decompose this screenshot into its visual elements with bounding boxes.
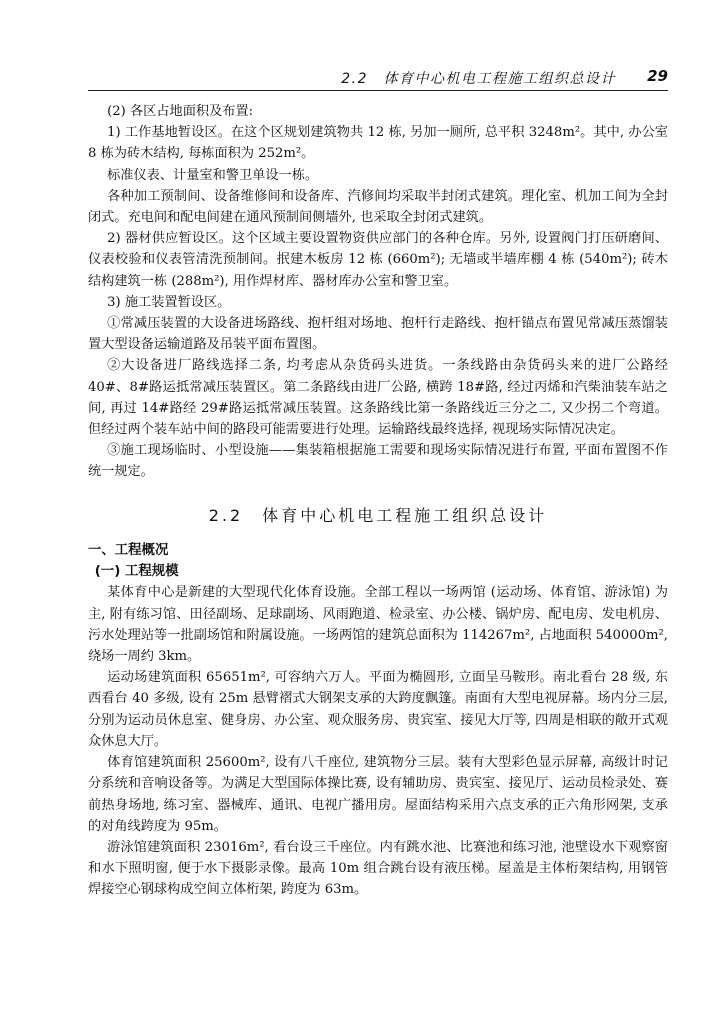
paragraph: ②大设备进厂路线选择二条, 均考虑从杂货码头进货。一条线路由杂货码头来的进厂公路经 40#、8#路运抵常减压装置区。第二条路线由进厂公路, 横跨 18#路, 经过丙烯和汽柴油装车站之间, 再过 14#路经 29#路运抵常减压装置。这条路线比第一条路线近三分之二, 又少拐二个弯道。但经过两个装车站中间的路段可能需要进行处理。运输路线最终选择, 视现场实际情况决定。	[88, 358, 668, 438]
paragraph: 体育馆建筑面积 25600m², 设有八千座位, 建筑物分三层。装有大型彩色显示屏幕, 高级计时记分系统和音响设备等。为满足大型国际体操比赛, 设有辅助房、贵宾室、接见厅、运动员检录处、赛前热身场地, 练习室、器械库、通讯、电视广播用房。屋面结构采用六点支承的正六角形网架, 支承的对角线跨度为 95m。	[88, 755, 668, 834]
paragraph: 运动场建筑面积 65651m², 可容纳六万人。平面为椭圆形, 立面呈马鞍形。南北看台 28 级, 东西看台 40 多级, 设有 25m 悬臂褶式大钢架支承的大跨度飘篷。南面有大型电视屏幕。场内分三层, 分别为运动员休息室、健身房、办公室、观众服务房、贵宾室、接见大厅等, 四周是相联的敞开式观众休息大厅。	[88, 670, 668, 749]
paragraph: ③施工现场临时、小型设施——集装箱根据施工需要和现场实际情况进行布置, 平面布置图不作统一规定。	[88, 443, 668, 480]
paragraph: 1) 工作基地暂设区。在这个区规划建筑物共 12 栋, 另加一厕所, 总平积 3248m²。其中, 办公室 8 栋为砖木结构, 每栋面积为 252m²。	[88, 125, 668, 162]
paragraph: (2) 各区占地面积及布置:	[107, 104, 254, 119]
paragraph: 游泳馆建筑面积 23016m², 看台设三千座位。内有跳水池、比赛池和练习池, 池壁设水下观察窗和水下照明窗, 便于水下摄影录像。最高 10m 组合跳台设有液压梯。屋盖是主体桁架结构, 用钢管焊接空心钢球构成空间立体桁架, 跨度为 63m。	[88, 839, 668, 898]
heading-level-2: (一) 工程规模	[94, 564, 179, 580]
body-text	[88, 101, 668, 901]
paragraph: 3) 施工装置暂设区。	[107, 294, 231, 310]
paragraph: 2) 器材供应暂设区。这个区域主要设置物资供应部门的各种仓库。另外, 设置阀门打压研磨间、仪表校验和仪表管清洗预制间。抿建木板房 12 栋 (660m²); 无墙或半墙库棚 4 栋 (540m²); 砖木结构建筑一栋 (288m²), 用作焊材库、器材库办公室和警卫室。	[88, 231, 668, 289]
paragraph: ①常减压装置的大设备进场路线、抱杆组对场地、抱杆行走路线、抱杆锚点布置见常减压蒸馏装置大型设备运输道路及吊装平面布置图。	[88, 316, 668, 353]
header-title: 2.2 体育中心机电工程施工组织总设计	[341, 71, 616, 87]
heading-level-1: 一、工程概况	[88, 542, 169, 558]
running-header	[88, 66, 668, 91]
paragraph: 标准仪表、计量室和警卫单设一栋。	[107, 167, 319, 183]
section-heading: 2.2 体育中心机电工程施工组织总设计	[208, 505, 548, 525]
paragraph: 某体育中心是新建的大型现代化体育设施。全部工程以一场两馆 (运动场、体育馆、游泳馆) 为主, 附有练习馆、田径副场、足球副场、风雨跑道、检录室、办公楼、锅炉房、配电房、发电机房、污水处理站等一批副场馆和附属设施。一场两馆的建筑总面积为 114267m², 占地面积 540000m², 绕场一周约 3km。	[88, 585, 668, 665]
page-number: 29	[647, 67, 668, 85]
paragraph: 各种加工预制间、设备维修间和设备库、汽修间均采取半封闭式建筑。理化室、机加工间为全封闭式。充电间和配电间建在通风预制间侧墙外, 也采取全封闭式建筑。	[88, 188, 668, 226]
